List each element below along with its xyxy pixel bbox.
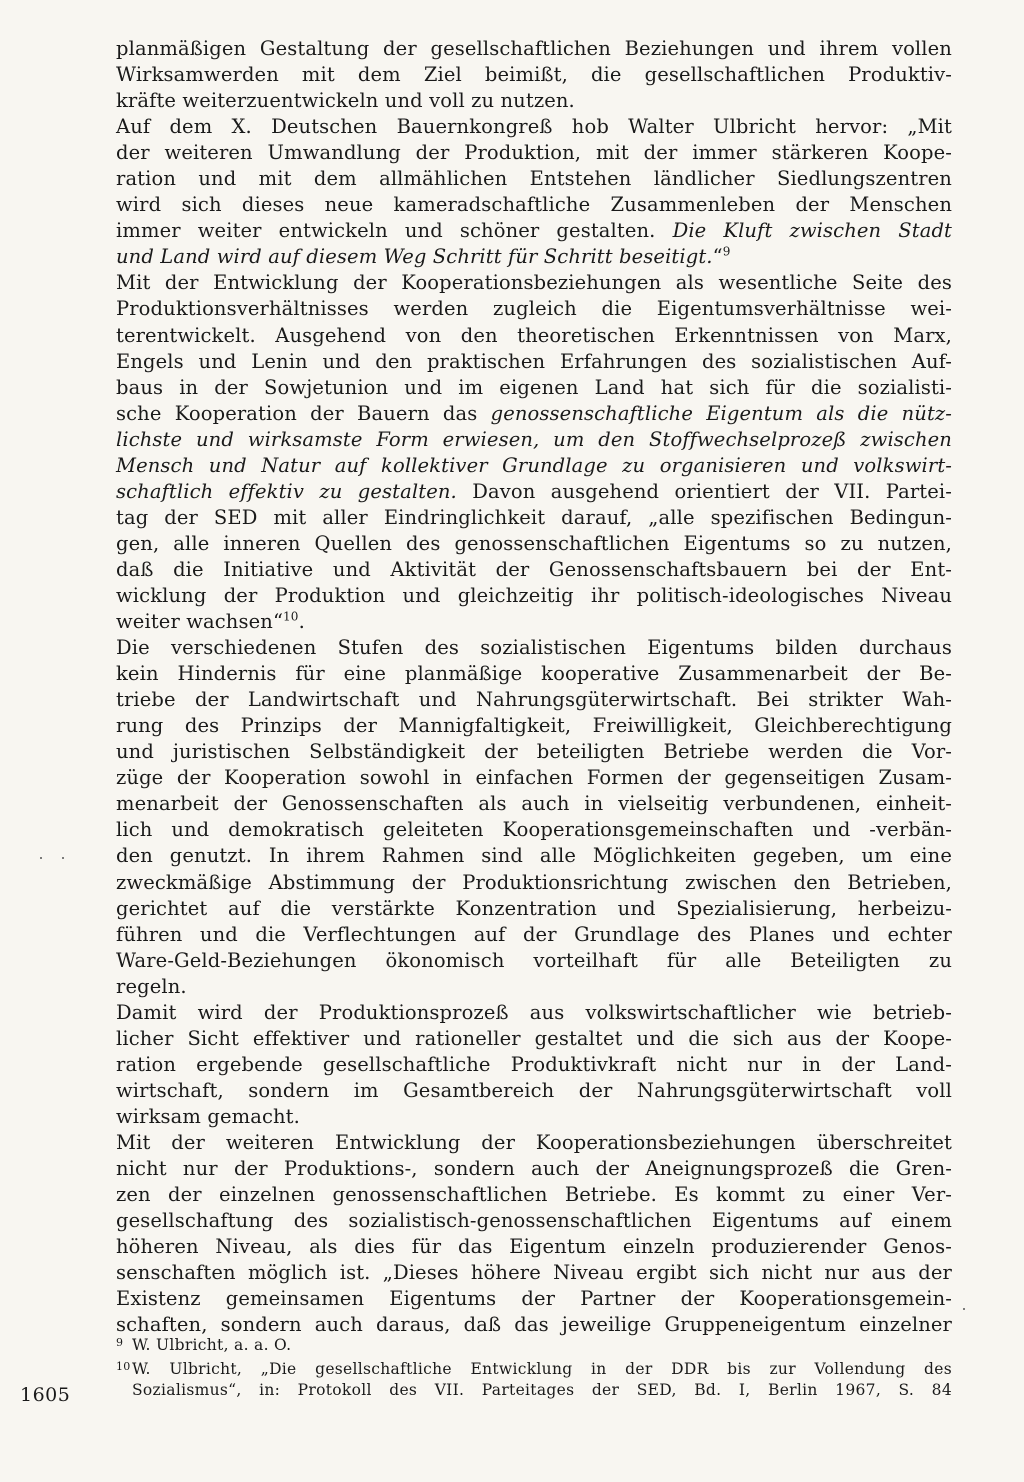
- text-line: triebe der Landwirtschaft und Nahrungsgüterwirtschaft. Bei strikter Wah-: [116, 688, 952, 712]
- text-line: [116, 453, 952, 479]
- text-line: [116, 218, 952, 244]
- text-line: kräfte weiterzuentwickeln und voll zu nutzen.: [116, 89, 575, 113]
- text-line: ration ergebende gesellschaftliche Produktivkraft nicht nur in der Land-: [116, 1052, 952, 1076]
- text-line: licher Sicht effektiver und rationeller gestaltet und die sich aus der Koope-: [116, 1026, 952, 1050]
- text-line: ration und mit dem allmählichen Entstehen ländlicher Siedlungszentren: [116, 167, 952, 191]
- text-italic: genossenschaftliche Eigentum als die nütz-: [490, 401, 953, 425]
- text-line: terentwickelt. Ausgehend von den theoretischen Erkenntnissen von Marx,: [116, 323, 952, 347]
- text-line: Wirksamwerden mit dem Ziel beimißt, die gesellschaftlichen Produktiv-: [116, 63, 952, 87]
- text-line: [116, 479, 952, 505]
- text-line: daß die Initiative und Aktivität der Genossenschaftsbauern bei der Ent-: [116, 557, 952, 581]
- text-line: und juristischen Selbständigkeit der beteiligten Betriebe werden die Vor-: [116, 740, 952, 764]
- text-line: Auf dem X. Deutschen Bauernkongreß hob Walter Ulbricht hervor: „Mit: [116, 115, 952, 139]
- text-line: nicht nur der Produktions-, sondern auch der Aneignungsprozeß die Gren-: [116, 1157, 952, 1181]
- paragraph-4: [116, 635, 952, 1000]
- footnote-ref-9[interactable]: 9: [722, 244, 731, 259]
- text-line: rung des Prinzips der Mannigfaltigkeit, Freiwilligkeit, Gleichberechtigung: [116, 714, 952, 738]
- text-line: kein Hindernis für eine planmäßige kooperative Zusammenarbeit der Be-: [116, 662, 952, 686]
- text-italic: und Land wird auf diesem Weg Schritt für Schritt beseitigt.: [116, 245, 713, 269]
- text-line: planmäßigen Gestaltung der gesellschaftlichen Beziehungen und ihrem vollen: [116, 37, 952, 60]
- text-line: wicklung der Produktion und gleichzeitig ihr politisch-ideologisches Niveau: [116, 583, 952, 607]
- text-line: zweckmäßige Abstimmung der Produktionsrichtung zwischen den Betrieben,: [116, 870, 952, 894]
- footnote-text: [132, 1359, 952, 1402]
- text-line: höheren Niveau, als dies für das Eigentum einzeln produzierender Genos-: [116, 1235, 952, 1259]
- text-plain: Davon ausgehend orientiert der VII. Partei-: [456, 479, 952, 503]
- text-line: Sozialismus“, in: Protokoll des VII. Parteitages der SED, Bd. I, Berlin 1967, S. 84: [132, 1381, 952, 1399]
- text-line: menarbeit der Genossenschaften als auch in vielseitig verbundenen, einheit-: [116, 792, 952, 816]
- scan-speck: [40, 857, 42, 859]
- text-line: baus in der Sowjetunion und im eigenen Land hat sich für die sozialisti-: [116, 375, 952, 399]
- text-line: Existenz gemeinsamen Eigentums der Partner der Kooperationsgemein-: [116, 1287, 952, 1311]
- text-line: [116, 427, 952, 453]
- paragraph-5: [116, 1000, 952, 1130]
- text-line: [116, 244, 952, 270]
- text-line: [116, 401, 952, 427]
- text-line: Die verschiedenen Stufen des sozialistischen Eigentums bilden durchaus: [116, 636, 952, 660]
- text-line: W. Ulbricht, a. a. O.: [132, 1336, 292, 1354]
- text-line: wirtschaft, sondern im Gesamtbereich der Nahrungsgüterwirtschaft voll: [116, 1078, 952, 1102]
- page-number: 1605: [20, 1384, 71, 1406]
- text-plain: weiter wachsen“: [116, 610, 284, 634]
- text-line: führen und die Verflechtungen auf der Grundlage des Planes und echter: [116, 922, 952, 946]
- text-line: [116, 609, 952, 635]
- text-line: der weiteren Umwandlung der Produktion, mit der immer stärkeren Koope-: [116, 141, 952, 165]
- text-italic: Die Kluft zwischen Stadt: [672, 219, 953, 243]
- closing-quote: “: [712, 245, 723, 269]
- text-line: Damit wird der Produktionsprozeß aus volkswirtschaftlicher wie betrieb-: [116, 1000, 952, 1024]
- text-line: gesellschaftung des sozialistisch-genossenschaftlichen Eigentums auf einem: [116, 1209, 952, 1233]
- text-line: regeln.: [116, 974, 187, 998]
- text-plain: .: [298, 610, 305, 634]
- text-line: W. Ulbricht, „Die gesellschaftliche Entwicklung in der DDR bis zur Vollendung des: [132, 1359, 952, 1378]
- footnote-9: [116, 1335, 952, 1357]
- text-line: den genutzt. In ihrem Rahmen sind alle Möglichkeiten gegeben, um eine: [116, 844, 952, 868]
- text-line: schaften, sondern auch daraus, daß das jeweilige Gruppeneigentum einzelner: [116, 1313, 952, 1337]
- footnote-number: 10: [116, 1359, 131, 1373]
- text-line: Ware-Geld-Beziehungen ökonomisch vorteilhaft für alle Beteiligten zu: [116, 948, 952, 972]
- text-line: züge der Kooperation sowohl in einfachen Formen der gegenseitigen Zusam-: [116, 766, 952, 790]
- paragraph-1: [116, 36, 952, 114]
- text-line: zen der einzelnen genossenschaftlichen Betriebe. Es kommt zu einer Ver-: [116, 1183, 952, 1207]
- paragraph-3: [116, 270, 952, 635]
- footnote-10: [116, 1359, 952, 1402]
- text-line: wirksam gemacht.: [116, 1104, 300, 1128]
- footnotes: [116, 1335, 952, 1404]
- text-line: Mit der weiteren Entwicklung der Kooperationsbeziehungen überschreitet: [116, 1130, 952, 1154]
- text-line: Produktionsverhältnisses werden zugleich die Eigentumsverhältnisse wei-: [116, 297, 952, 321]
- text-italic: Mensch und Natur auf kollektiver Grundlage zu organisieren und volkswirt-: [116, 453, 952, 477]
- text-line: lich und demokratisch geleiteten Kooperationsgemeinschaften und -verbän-: [116, 818, 952, 842]
- text-plain: immer weiter entwickeln und schöner gestalten.: [116, 219, 673, 243]
- scan-speck: [62, 857, 64, 859]
- text-line: Mit der Entwicklung der Kooperationsbeziehungen als wesentliche Seite des: [116, 271, 952, 295]
- text-line: gerichtet auf die verstärkte Konzentration und Spezialisierung, herbeizu-: [116, 896, 952, 920]
- body-text: [116, 36, 952, 1338]
- footnote-text: [132, 1335, 952, 1357]
- paragraph-2: [116, 114, 952, 270]
- text-line: senschaften möglich ist. „Dieses höhere Niveau ergibt sich nicht nur aus der: [116, 1261, 952, 1285]
- scan-speck: [963, 1308, 965, 1310]
- footnote-ref-10[interactable]: 10: [283, 609, 299, 624]
- text-line: gen, alle inneren Quellen des genossenschaftlichen Eigentums so zu nutzen,: [116, 531, 952, 555]
- footnote-number: 9: [116, 1336, 124, 1349]
- text-plain: sche Kooperation der Bauern das: [116, 401, 491, 425]
- text-line: Engels und Lenin und den praktischen Erfahrungen des sozialistischen Auf-: [116, 349, 952, 373]
- text-line: wird sich dieses neue kameradschaftliche Zusammenleben der Menschen: [116, 193, 952, 217]
- text-italic: lichste und wirksamste Form erwiesen, um den Stoffwechselprozeß zwischen: [116, 427, 952, 451]
- text-italic: schaftlich effektiv zu gestalten.: [116, 479, 457, 503]
- text-line: tag der SED mit aller Eindringlichkeit darauf, „alle spezifischen Bedingun-: [116, 505, 952, 529]
- paragraph-6: [116, 1130, 952, 1338]
